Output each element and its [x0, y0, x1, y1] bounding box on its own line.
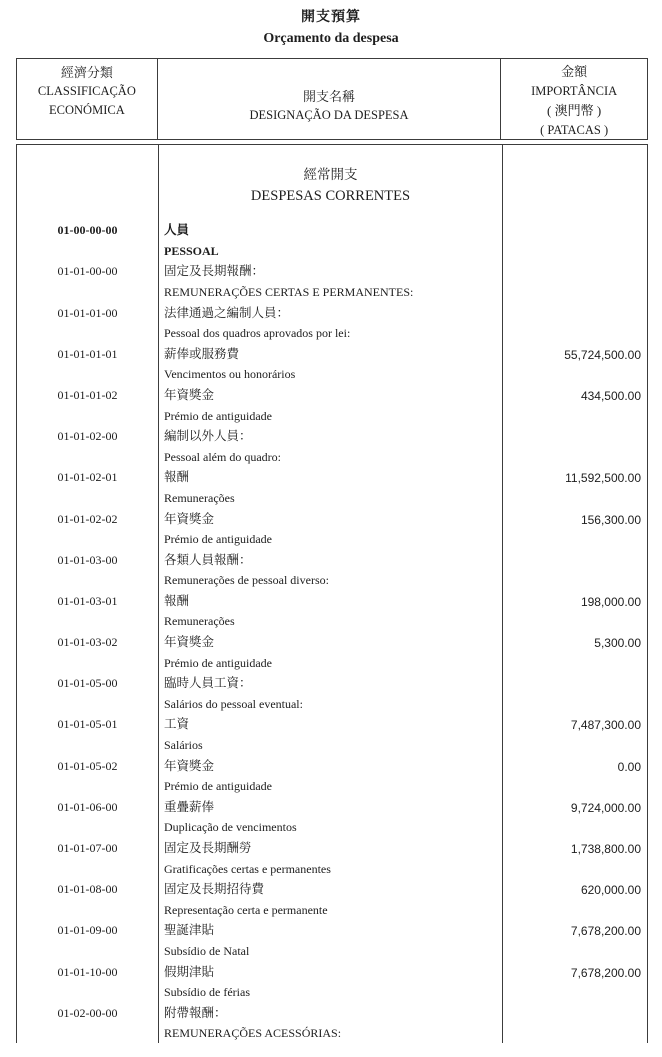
- row-code: 01-01-02-01: [57, 470, 118, 485]
- table-row: [17, 385, 647, 426]
- header-amount-zh: 金額: [561, 64, 588, 79]
- table-row: [17, 714, 647, 755]
- row-designation: [164, 797, 495, 838]
- row-code: 01-01-00-00: [57, 264, 118, 279]
- row-amount: 1,738,800.00: [570, 842, 641, 856]
- table-row: [17, 303, 647, 344]
- row-code: 01-01-01-02: [57, 387, 118, 402]
- row-designation-zh: 年資獎金: [164, 635, 215, 650]
- table-row: [17, 632, 647, 673]
- header-classification-pt-2: ECONÓMICA: [49, 103, 125, 117]
- header-amount-pt: IMPORTÂNCIA: [531, 83, 618, 98]
- table-row: [17, 962, 647, 1003]
- row-designation-pt: Salários: [164, 738, 203, 753]
- row-code: 01-01-06-00: [57, 799, 118, 814]
- section-title-pt: DESPESAS CORRENTES: [250, 187, 411, 204]
- row-designation: [164, 962, 495, 1003]
- row-designation-pt: Pessoal além do quadro:: [164, 449, 281, 464]
- row-designation: [164, 920, 495, 961]
- row-designation-zh: 年資獎金: [164, 511, 215, 526]
- row-amount: 198,000.00: [580, 594, 641, 609]
- row-designation: [164, 714, 495, 755]
- row-designation: [164, 509, 495, 550]
- row-designation-zh: 固定及長期酬勞: [164, 841, 252, 855]
- row-designation-zh: 年資獎金: [164, 387, 215, 402]
- row-amount: 55,724,500.00: [564, 347, 641, 362]
- row-amount: 0.00: [617, 759, 641, 774]
- row-designation: [164, 344, 495, 385]
- row-designation-zh: 薪俸或服務費: [164, 346, 240, 361]
- table-header: [16, 58, 648, 140]
- table-row: [17, 756, 647, 797]
- row-code: 01-01-09-00: [57, 923, 118, 938]
- row-code: 01-01-05-01: [57, 717, 118, 732]
- row-designation-pt: Duplicação de vencimentos: [164, 820, 297, 835]
- header-designation-pt: DESIGNAÇÃO DA DESPESA: [249, 108, 409, 122]
- row-designation: [164, 467, 495, 508]
- header-col-designation: [158, 59, 501, 139]
- header-col-classification: [17, 59, 158, 139]
- table-row: [17, 920, 647, 961]
- table-body-content: [17, 145, 647, 1043]
- row-code: 01-01-02-02: [57, 511, 118, 526]
- row-code: 01-01-05-02: [57, 758, 118, 773]
- row-designation-zh: 重疊薪俸: [164, 799, 215, 814]
- row-designation-zh: 附帶報酬：: [164, 1005, 227, 1020]
- row-designation-zh: 臨時人員工資：: [164, 676, 252, 691]
- row-designation-pt: Prémio de antiguidade: [164, 408, 272, 423]
- row-code: 01-01-07-00: [57, 841, 118, 855]
- row-designation: [164, 591, 495, 632]
- row-designation-pt: Prémio de antiguidade: [164, 532, 272, 547]
- row-amount: 620,000.00: [580, 883, 641, 898]
- row-code: 01-01-03-02: [57, 635, 118, 650]
- row-designation-zh: 報酬: [164, 593, 190, 608]
- section-title-zh: 經常開支: [303, 167, 358, 182]
- row-amount: 434,500.00: [580, 388, 641, 403]
- header-designation-zh: 開支名稱: [303, 89, 356, 104]
- row-amount: 156,300.00: [580, 512, 641, 527]
- row-code: 01-01-02-00: [57, 429, 118, 444]
- row-designation: [164, 1003, 495, 1043]
- row-designation-pt: Remunerações de pessoal diverso:: [164, 573, 329, 588]
- row-code: 01-01-03-00: [57, 552, 118, 567]
- table-row: [17, 879, 647, 920]
- row-amount: 11,592,500.00: [565, 471, 641, 486]
- table-row: [17, 509, 647, 550]
- header-classification-zh: 經濟分類: [60, 65, 113, 80]
- row-amount: 5,300.00: [594, 636, 641, 651]
- row-designation-pt: Subsídio de Natal: [164, 943, 250, 958]
- row-designation-pt: REMUNERAÇÕES CERTAS E PERMANENTES:: [164, 284, 414, 299]
- row-designation: [164, 838, 495, 879]
- header-classification-pt-1: CLASSIFICAÇÃO: [37, 84, 136, 98]
- row-code: 01-01-01-01: [57, 346, 118, 361]
- row-designation: [164, 220, 495, 261]
- table-row: [17, 220, 647, 261]
- row-amount: 7,678,200.00: [570, 965, 641, 980]
- table-row: [17, 550, 647, 591]
- row-designation-pt: Gratificações certas e permanentes: [164, 861, 331, 876]
- row-designation-pt: Prémio de antiguidade: [164, 779, 272, 794]
- row-designation-zh: 各類人員報酬：: [164, 552, 252, 567]
- table-row: [17, 344, 647, 385]
- row-designation: [164, 550, 495, 591]
- row-designation: [164, 426, 495, 467]
- row-designation-pt: Remunerações: [164, 490, 235, 505]
- rows-container: [17, 220, 647, 1043]
- row-designation: [164, 303, 495, 344]
- header-amount-currency-pt: ( PATACAS ): [540, 122, 609, 137]
- section-gap: [17, 206, 647, 220]
- row-designation: [164, 385, 495, 426]
- table-row: [17, 797, 647, 838]
- table-body: [16, 144, 648, 1043]
- row-code: 01-02-00-00: [57, 1005, 118, 1020]
- row-designation: [164, 756, 495, 797]
- table-row: [17, 673, 647, 714]
- section-header: [159, 165, 502, 206]
- row-designation: [164, 879, 495, 920]
- row-designation-zh: 固定及長期報酬：: [164, 264, 265, 279]
- row-designation-pt: Salários do pessoal eventual:: [164, 696, 303, 711]
- table-row: [17, 1003, 647, 1043]
- row-designation-pt: Vencimentos ou honorários: [164, 367, 296, 382]
- header-col-amount: [501, 59, 647, 139]
- row-code: 01-00-00-00: [57, 223, 118, 238]
- row-designation-pt: Prémio de antiguidade: [164, 655, 272, 670]
- row-code: 01-01-01-00: [57, 305, 118, 320]
- row-designation-zh: 年資獎金: [164, 758, 215, 773]
- row-designation-zh: 固定及長期招待費: [164, 882, 265, 897]
- row-designation-pt: Remunerações: [164, 614, 235, 629]
- row-designation-zh: 聖誕津貼: [164, 923, 215, 938]
- row-designation-pt: Pessoal dos quadros aprovados por lei:: [164, 326, 351, 341]
- row-designation-pt: Representação certa e permanente: [164, 902, 328, 917]
- row-designation-zh: 人員: [164, 223, 190, 238]
- row-code: 01-01-05-00: [57, 676, 118, 691]
- row-designation-pt: Subsídio de férias: [164, 985, 250, 1000]
- header-amount-currency-zh: ( 澳門幣 ): [547, 103, 602, 118]
- document-title-zh: 開支預算: [301, 9, 361, 25]
- row-amount: 9,724,000.00: [570, 800, 641, 815]
- row-designation-zh: 假期津貼: [164, 964, 215, 979]
- table-row: [17, 838, 647, 879]
- row-designation: [164, 673, 495, 714]
- row-code: 01-01-03-01: [57, 593, 118, 608]
- row-code: 01-01-08-00: [57, 882, 118, 897]
- row-designation: [164, 261, 495, 302]
- row-amount: 7,487,300.00: [570, 718, 641, 733]
- table-row: [17, 261, 647, 302]
- row-designation-zh: 報酬: [164, 470, 190, 485]
- row-designation-zh: 工資: [164, 717, 190, 732]
- row-designation-zh: 編制以外人員：: [164, 429, 252, 444]
- row-designation-pt: REMUNERAÇÕES ACESSÓRIAS:: [164, 1026, 342, 1041]
- document-title-pt: Orçamento da despesa: [263, 31, 399, 46]
- table-row: [17, 591, 647, 632]
- row-designation-zh: 法律通過之編制人員：: [164, 305, 290, 320]
- row-designation-pt: PESSOAL: [164, 243, 219, 258]
- table-row: [17, 426, 647, 467]
- table-row: [17, 467, 647, 508]
- row-code: 01-01-10-00: [57, 964, 118, 979]
- row-amount: 7,678,200.00: [570, 924, 641, 939]
- row-designation: [164, 632, 495, 673]
